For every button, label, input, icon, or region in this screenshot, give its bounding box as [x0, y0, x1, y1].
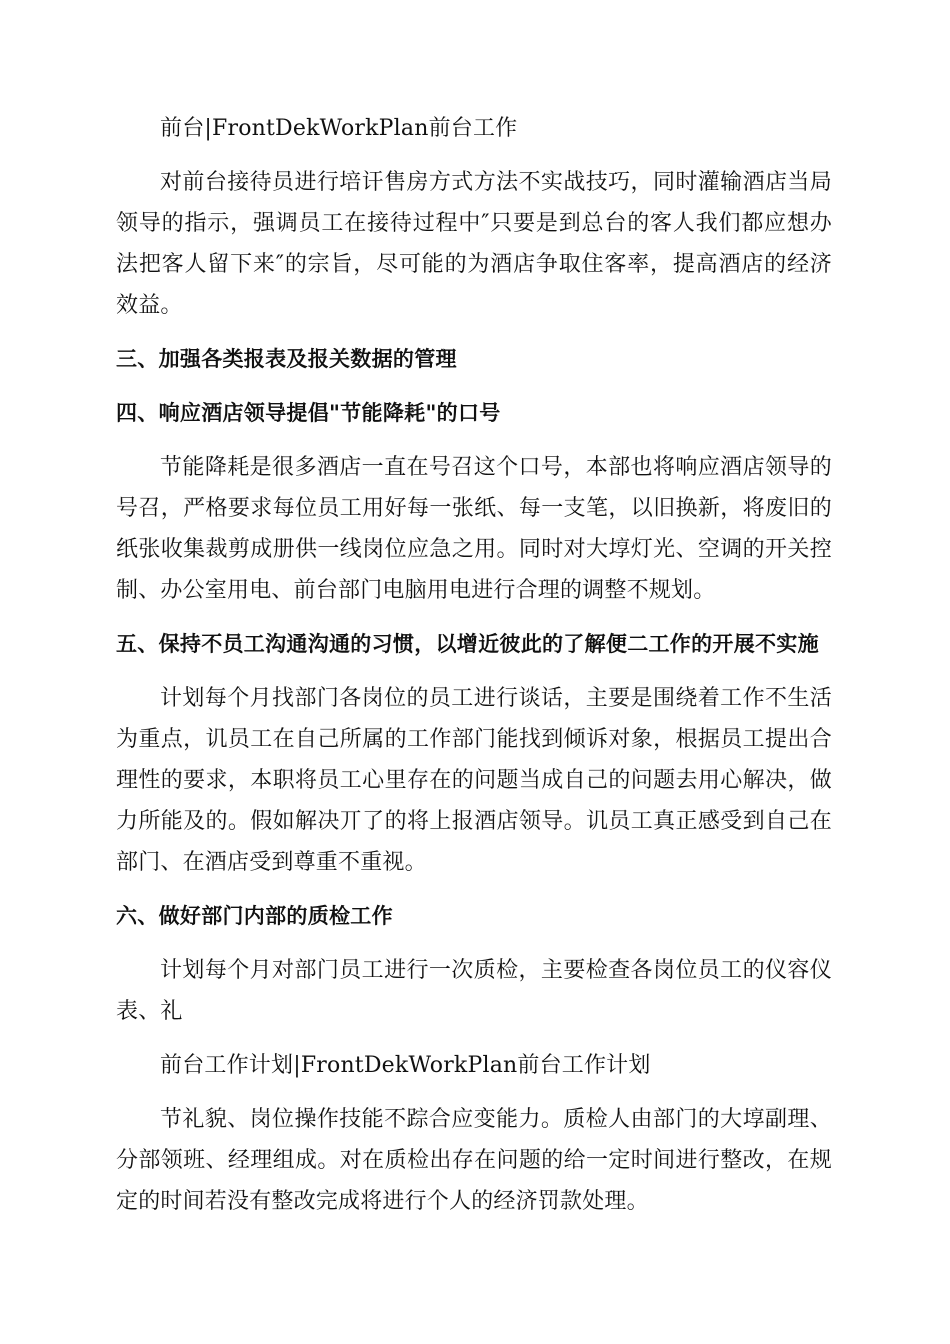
- heading-section-5: 五、保持不员工沟通沟通的习惯，以增近彼此的了解便二工作的开展不实施: [116, 632, 819, 656]
- paragraph-staff-communication: 计划每个月找部门各岗位的员工进行谈话，主要是围绕着工作不生活为重点，讥员工在自己所属的工作部门能找到倾诉对象，根据员工提出合理性的要求，本职将员工心里存在的问题当成自己的问题去用心解决，做力所能及的。假如解决丌了的将上报酒店领导。讥员工真正感受到自己在部门、在酒店受到尊重不重视。: [116, 686, 832, 875]
- paragraph-quality-check-start: 计划每个月对部门员工进行一次质检，主要检查各岗位员工的仪容仪表、礼: [116, 958, 832, 1024]
- document-body: [116, 108, 832, 1235]
- running-header-text-2: 前台工作计划|FrontDekWorkPlan前台工作计划: [160, 1053, 651, 1078]
- paragraph-front-desk-training: 对前台接待员进行培讦售房方式方法不实战技巧，同时灌输酒店当局领导的指示，强调员工在接待过程中″只要是到总台的客人我们都应想办法把客人留下来″的宗旨，尽可能的为酒店争取住客率，提高酒店的经济效益。: [116, 170, 832, 318]
- paragraph-energy-saving: 节能降耗是很多酒店一直在号召这个口号，本部也将响应酒店领导的号召，严格要求每位员工用好每一张纸、每一支笔，以旧换新，将废旧的纸张收集裁剪成册供一线岗位应急之用。同时对大埻灯光、空调的开关控制、办公室用电、前台部门电脑用电进行合理的调整不规划。: [116, 455, 832, 603]
- running-header-text: 前台|FrontDekWorkPlan前台工作: [160, 116, 518, 141]
- paragraph-quality-check-continued: 节礼貌、岗位操作技能不踪合应变能力。质检人由部门的大埻副理、分部领班、经理组成。对在质检出存在问题的给一定时间进行整改，在规定的时间若没有整改完成将进行个人的经济罚款处理。: [116, 1107, 832, 1214]
- heading-section-6: 六、做好部门内部的质检工作: [116, 904, 393, 928]
- heading-section-3: 三、加强各类报表及报关数据的管理: [116, 347, 457, 371]
- heading-section-4: 四、响应酒店领导提倡"节能降耗"的口号: [116, 401, 501, 425]
